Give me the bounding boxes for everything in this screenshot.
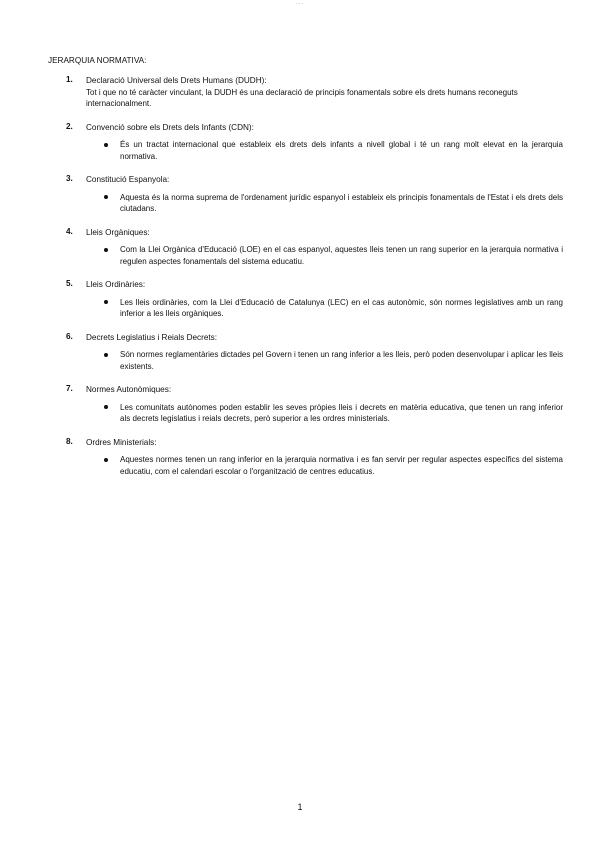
header-mark: ... [295,0,304,6]
page-number: 1 [297,802,303,812]
item-heading: Lleis Orgàniques: [86,227,150,237]
list-item [48,174,563,215]
bullet-point [120,297,563,320]
bullet-icon [104,458,108,462]
bullet-point [120,139,563,162]
item-number: 1. [66,75,73,84]
bullet-icon [104,300,108,304]
list-item [48,227,563,268]
bullet-point [120,402,563,425]
bullet-text: Les comunitats autònomes poden establir les seves pròpies lleis i decrets en matèria educativa, que tenen un rang inferior als decrets legislatius i reials decrets, però superior a les ordres ministerials. [120,402,563,423]
list-item [48,384,563,425]
bullet-text: Com la Llei Orgànica d'Educació (LOE) en el cas espanyol, aquestes lleis tenen un rang superior en la jerarquia normativa i regulen aspectes fonamentals del sistema educatiu. [120,245,563,266]
bullet-point [120,244,563,267]
document-title: JERARQUIA NORMATIVA: [48,56,147,65]
item-number: 8. [66,436,73,446]
item-number: 6. [66,331,73,341]
bullet-text: És un tractat internacional que estableix els drets dels infants a nivell global i té un rang molt elevat en la jerarquia normativa. [120,140,563,161]
list-item [48,122,563,163]
item-heading: Declaració Universal dels Drets Humans (DUDH): [86,76,267,85]
item-number: 7. [66,384,73,393]
bullet-text: Aquesta és la norma suprema de l'ordenament jurídic espanyol i estableix els principis fonamentals de l'Estat i els drets dels ciutadans. [120,192,563,213]
list-item [48,279,563,320]
bullet-text: Les lleis ordinàries, com la Llei d'Educació de Catalunya (LEC) en el cas autonòmic, són normes legislatives amb un rang inferior a les lleis orgàniques. [120,297,563,318]
bullet-point [120,454,563,477]
item-number: 5. [66,279,73,288]
item-heading: Normes Autonòmiques: [86,385,172,394]
item-number: 4. [66,226,73,236]
bullet-icon [104,248,108,252]
bullet-point [120,349,563,372]
bullet-icon [104,195,108,199]
item-heading: Convenció sobre els Drets dels Infants (CDN): [86,122,254,132]
item-number: 2. [66,121,73,131]
bullet-icon [104,353,108,357]
bullet-icon [104,405,108,409]
item-heading: Lleis Ordinàries: [86,280,146,289]
bullet-point [120,192,563,215]
hierarchy-list [48,75,563,489]
item-heading: Ordres Ministerials: [86,437,157,447]
list-item [48,75,563,110]
list-item [48,437,563,478]
item-description: Tot i que no té caràcter vinculant, la DUDH és una declaració de principis fonamentals sobre els drets humans reconeguts internacionalment. [86,87,518,108]
item-heading: Decrets Legislatius i Reials Decrets: [86,332,218,342]
item-heading: Constitució Espanyola: [86,175,170,184]
bullet-icon [104,143,108,147]
list-item [48,332,563,373]
bullet-text: Són normes reglamentàries dictades pel Govern i tenen un rang inferior a les lleis, però poden desenvolupar i aplicar les lleis existents. [120,350,563,371]
bullet-text: Aquestes normes tenen un rang inferior en la jerarquia normativa i es fan servir per regular aspectes específics del sistema educatiu, com el calendari escolar o l'organització de centres educatius. [120,455,563,476]
item-number: 3. [66,174,73,183]
